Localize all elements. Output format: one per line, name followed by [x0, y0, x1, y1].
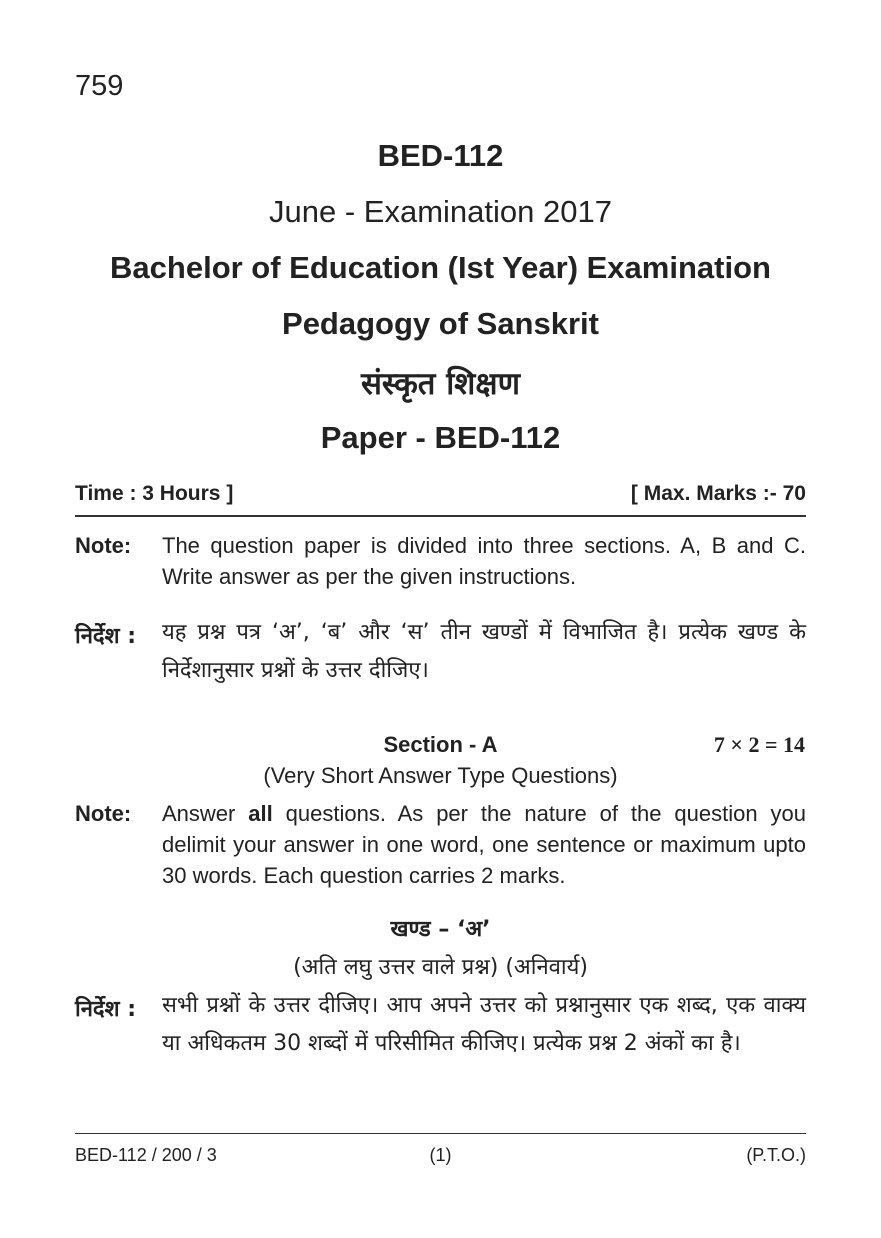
note-label-2: Note:	[75, 801, 132, 826]
subject-title-hindi: संस्कृत शिक्षण	[360, 366, 521, 402]
note-text-2-start: Answer	[162, 801, 249, 826]
section-marks: 7 × 2 = 14	[713, 732, 805, 757]
footer-rule	[75, 1133, 806, 1134]
note-text-2-bold: all	[248, 801, 273, 826]
nirdesh-label-2: निर्देश :	[75, 997, 137, 1022]
nirdesh-text-2: सभी प्रश्नों के उत्तर दीजिए। आप अपने उत्तर को प्रश्नानुसार एक शब्द, एक वाक्य या अधिकतम 30 शब्दों में परिसीमित कीजिए। प्रत्येक प्रश्न 2 अंकों का है।	[162, 993, 806, 1056]
page-number: (1)	[429, 1145, 452, 1165]
subject-title: Pedagogy of Sanskrit	[282, 306, 599, 341]
max-marks: [ Max. Marks :- 70	[630, 482, 806, 505]
time-allowed: Time : 3 Hours ]	[75, 482, 234, 505]
note-text-2-end: questions. As per the nature of the question you delimit your answer in one word, one sentence or maximum upto 30 words. Each question carries 2 marks.	[162, 801, 806, 888]
time-marks-line	[75, 482, 806, 506]
khand-subtitle: (अति लघु उत्तर वाले प्रश्न) (अनिवार्य)	[293, 955, 588, 980]
pto-label: (P.T.O.)	[746, 1145, 806, 1165]
exam-session: June - Examination 2017	[269, 194, 612, 229]
course-code-title: BED-112	[377, 138, 504, 173]
nirdesh-label: निर्देश :	[75, 624, 137, 649]
header-rule	[75, 515, 806, 517]
section-title: Section - A	[383, 732, 498, 757]
note-text-2	[162, 798, 806, 891]
footer-left: BED-112 / 200 / 3	[75, 1145, 217, 1165]
note-label: Note:	[75, 533, 132, 558]
section-subtitle: (Very Short Answer Type Questions)	[263, 763, 618, 788]
nirdesh-text: यह प्रश्न पत्र ‘अ’, ‘ब’ और ‘स’ तीन खण्डों में विभाजित है। प्रत्येक खण्ड के निर्देशानुसार प्रश्नों के उत्तर दीजिए।	[162, 620, 806, 683]
paper-code: 759	[75, 70, 124, 102]
paper-title: Paper - BED-112	[320, 420, 561, 455]
khand-title: खण्ड – ‘अ’	[390, 917, 491, 942]
note-text: The question paper is divided into three sections. A, B and C. Write answer as per the given instructions.	[162, 533, 806, 589]
degree-title: Bachelor of Education (Ist Year) Examination	[110, 250, 771, 285]
